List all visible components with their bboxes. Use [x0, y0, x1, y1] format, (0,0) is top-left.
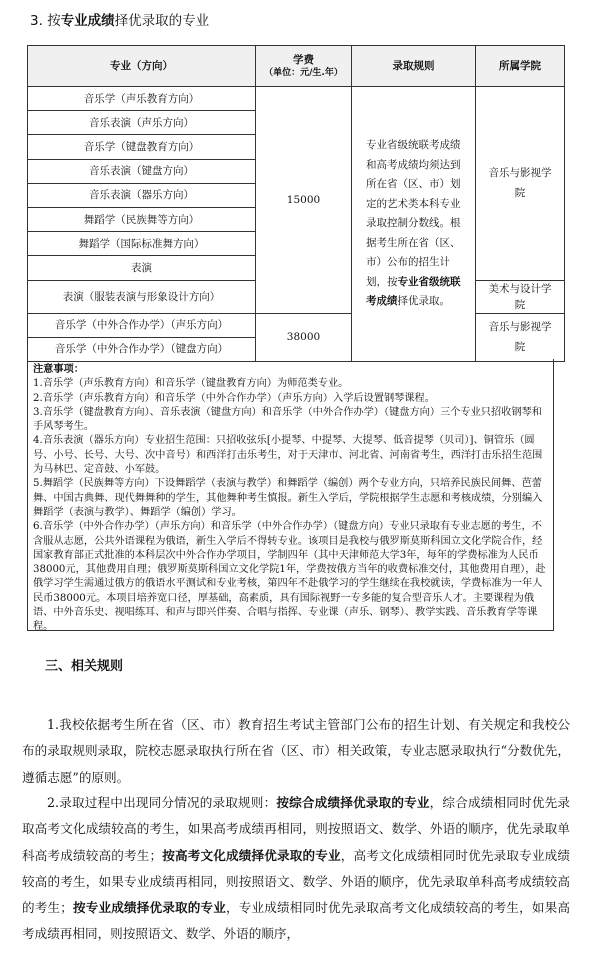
header-major: 专业（方向） [28, 46, 256, 87]
notes-box [27, 359, 554, 631]
header-rule: 录取规则 [352, 46, 476, 87]
rule-p2-d: ，高考文化成绩相同时优先录取专业成绩较高的考生，如果专业成绩再相同，则按照语文、数学、外语的顺序，优先录取单科高考成绩较高的考生； [22, 847, 571, 916]
major-cell: 音乐表演（声乐方向） [28, 111, 256, 135]
note-item: 1.音乐学（声乐教育方向）和音乐学（键盘教育方向）为师范类专业。 [33, 378, 349, 390]
table-row [28, 313, 565, 337]
major-cell: 音乐学（声乐教育方向） [28, 87, 256, 111]
note-item: 2.音乐学（声乐教育方向）和音乐学（中外合作办学）（声乐方向）入学后设置钢琴课程。 [33, 392, 435, 404]
heading-number: 3. [30, 13, 43, 29]
rule-p2-bold-2: 按高考文化成绩择优录取的专业 [162, 847, 341, 863]
major-cell: 音乐学（中外合作办学）（声乐方向） [28, 313, 256, 337]
fee-cell: 38000 [256, 313, 352, 361]
major-cell: 音乐表演（键盘方向） [28, 159, 256, 183]
note-item: 5.舞蹈学（民族舞等方向）下设舞蹈学（表演与教学）和舞蹈学（编创）两个专业方向，只培养民族民间舞、芭蕾舞、中国古典舞、现代舞舞种的学生，其他舞种考生慎报。新生入学后，学院根据学生志愿和考核成绩，分别编入舞蹈学（表演与教学）、舞蹈学（编创）学习。 [33, 478, 543, 518]
college-cell: 音乐与影视学院 [476, 313, 565, 361]
notes-title: 注意事项： [33, 364, 84, 375]
note-item: 6.音乐学（中外合作办学）（声乐方向）和音乐学（中外合作办学）（键盘方向）专业只录取有专业志愿的考生，不含服从志愿，公共外语课程为俄语，新生入学后不得转专业。该项目是我校与俄罗斯莫斯科国立文化学院合作，经国家教育部正式批准的本科层次中外合作办学项目，学制四年（其中天津师范大学3年，每年的学费标准为人民币38000元，其他费用自理；俄罗斯莫斯科国立文化学院1年，学费按俄方当年的收费标准交付，其他费用自理），赴俄学习学生需通过俄方的俄语水平测试和专业考核，第四年不赴俄学习的学生继续在我校就读，学费标准为一年人民币38000元。本项目培养宽口径，厚基础，高素质，具有国际视野一专多能的复合型音乐人才。主要课程为俄语、中外音乐史、视唱练耳、和声与即兴伴奏、合唱与指挥、专业课（声乐、钢琴）、教学实践、音乐教育学等课程。 [33, 521, 546, 633]
major-cell: 舞蹈学（国际标准舞方向） [28, 232, 256, 256]
header-fee-label: 学费 [293, 54, 314, 66]
section-heading [30, 12, 209, 30]
rule-p2-bold-3: 按专业成绩择优录取的专业 [72, 900, 226, 916]
header-college: 所属学院 [476, 46, 565, 87]
college-cell: 美术与设计学院 [476, 280, 565, 313]
major-cell: 音乐表演（器乐方向） [28, 183, 256, 207]
major-cell: 音乐学（中外合作办学）（键盘方向） [28, 337, 256, 361]
header-fee-unit: （单位：元/生.年） [264, 68, 343, 78]
major-cell: 表演（服装表演与形象设计方向） [28, 280, 256, 313]
header-fee [256, 46, 352, 87]
college-cell: 音乐与影视学院 [476, 87, 565, 281]
fee-cell: 15000 [256, 87, 352, 314]
major-cell: 舞蹈学（民族舞等方向） [28, 207, 256, 231]
major-cell: 音乐学（键盘教育方向） [28, 135, 256, 159]
majors-table [27, 45, 565, 362]
heading-prefix: 按 [47, 13, 61, 29]
table-header-row [28, 46, 565, 87]
rule-p2-bold-1: 按综合成绩择优录取的专业 [276, 795, 430, 810]
rule-p2-c: ，综合成绩相同时优先录取高考文化成绩较高的考生，如果高考成绩再相同，则按照语文、数学、外语的顺序，优先录取单科高考成绩较高的考生； [22, 795, 570, 863]
rule-cell [352, 87, 476, 362]
heading-suffix: 择优录取的专业 [114, 13, 210, 29]
rule-p2-a: 2.录取过程中出现同分情况的录取规则： [47, 795, 277, 810]
rule-text-pre: 专业省级统联考成绩和高考成绩均须达到所在省（区、市）划定的艺术类本科专业录取控制分数线。根据考生所在省（区、市）公布的招生计划，按 [366, 139, 461, 288]
section-title: 三、相关规则 [45, 659, 124, 674]
major-cell: 表演 [28, 256, 256, 280]
note-item: 4.音乐表演（器乐方向）专业招生范围：只招收弦乐[小提琴、中提琴、大提琴、低音提琴（贝司）]、铜管乐（圆号、小号、长号、大号、次中音号）和西洋打击乐考生，对于天津市、河北省、河南省考生，西洋打击乐招生范围为马林巴、定音鼓、小军鼓。 [33, 435, 543, 476]
rule-p1-text: 1.我校依据考生所在省（区、市）教育招生考试主管部门公布的招生计划、有关规定和我校公布的录取规则录取，院校志愿录取执行所在省（区、市）相关政策，专业志愿录取执行“分数优先，遵循志愿”的原则。 [22, 717, 570, 785]
heading-bold: 专业成绩 [60, 13, 115, 29]
note-item: 3.音乐学（键盘教育方向）、音乐表演（键盘方向）和音乐学（中外合作办学）（键盘方向）三个专业只招收钢琴和手风琴考生。 [33, 406, 542, 433]
rule-p2-e: ，专业成绩相同时优先录取高考文化成绩较高的考生，如果高考成绩再相同，则按照语文、数学、外语的顺序， [22, 900, 571, 942]
table-row [28, 87, 565, 111]
rule-text-bold: 专业省级统联考成绩 [366, 275, 461, 307]
rule-paragraph-2 [22, 790, 570, 948]
rule-text-post: 择优录取。 [397, 295, 450, 307]
rule-paragraph-1 [22, 712, 570, 791]
